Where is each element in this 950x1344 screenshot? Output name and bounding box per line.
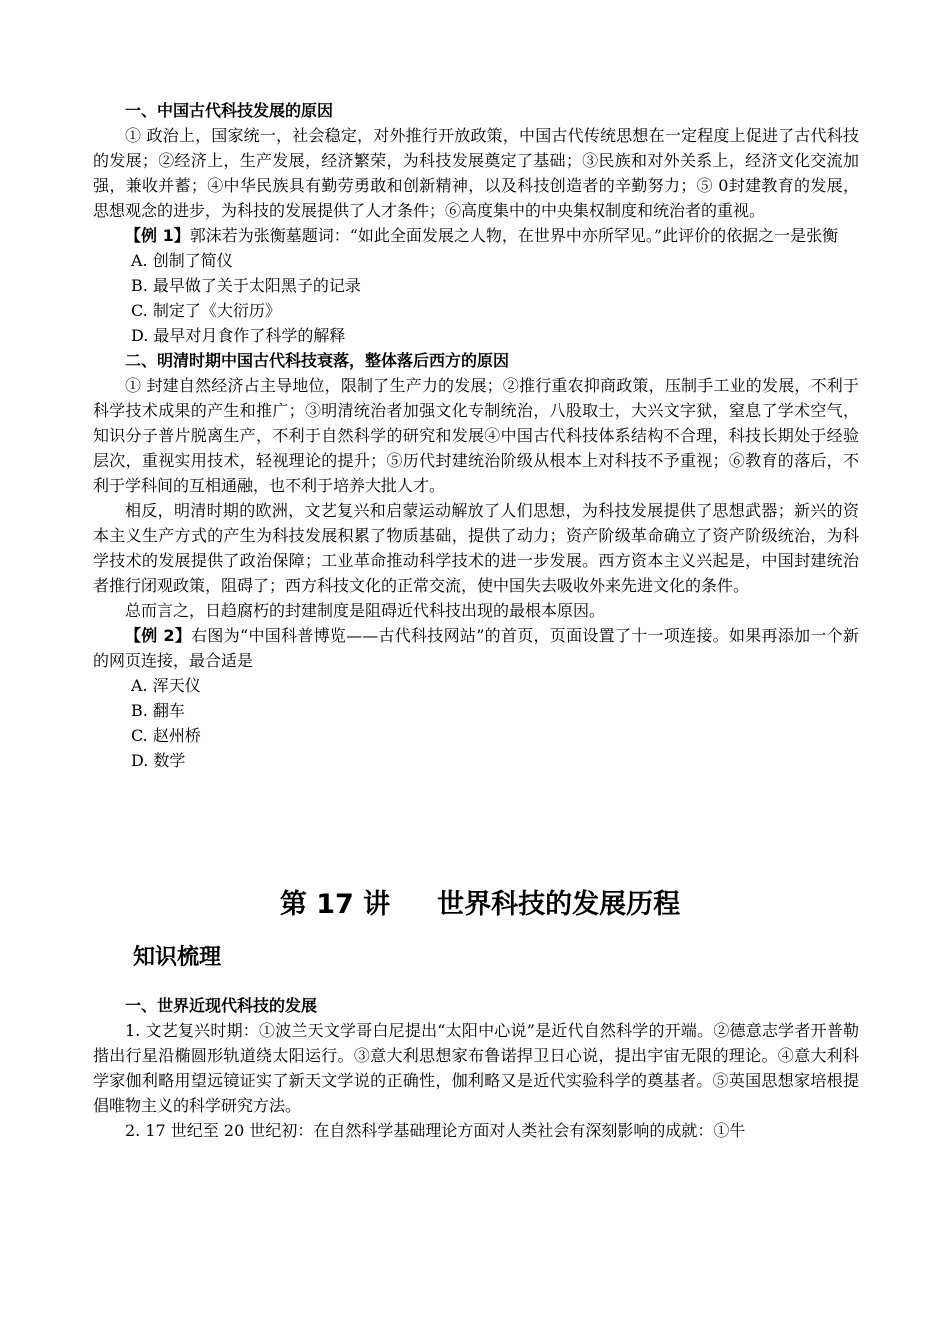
example-question (93, 623, 859, 673)
paragraph: 1. 文艺复兴时期：①波兰天文学哥白尼提出“太阳中心说”是近代自然科学的开端。②德意志学者开普勒揩出行星沿椭圆形轨道绕太阳运行。③意大利思想家布鲁诺捍卫日心说，提出宇宙无限的理论。④意大利科学家伽利略用望远镜证实了新天文学说的正确性，伽利略又是近代实验科学的奠基者。⑤英国思想家培根提倡唯物主义的科学研究方法。 (93, 1021, 859, 1115)
paragraph: ① 政治上，国家统一，社会稳定，对外推行开放政策，中国古代传统思想在一定程度上促进了古代科技的发展；②经济上，生产发展，经济繁荣，为科技发展奠定了基础；③民族和对外关系上，经济文化交流加强，兼收并蓄；④中华民族具有勤劳勇敢和创新精神，以及科技创造者的辛勤努力；⑤ 0封建教育的发展，思想观念的进步，为科技的发展提供了人才条件；⑥高度集中的中央集权制度和统治者的重视。 (93, 126, 859, 220)
section-heading: 一、中国古代科技发展的原因 (125, 101, 334, 120)
paragraph: 2. 17 世纪至 20 世纪初：在自然科学基础理论方面对人类社会有深刻影响的成就：①牛 (125, 1121, 746, 1140)
paragraph: 总而言之，日趋腐朽的封建制度是阻碍近代科技出现的最根本原因。 (125, 601, 606, 620)
option-b: B. 翻车 (131, 701, 185, 720)
example-label: 【例 1】 (125, 226, 190, 245)
example-text: 右图为“中国科普博览——古代科技网站”的首页，页面设置了十一项连接。如果再添加一个新的网页连接，最合适是 (93, 626, 859, 670)
option-a: A. 创制了简仪 (131, 251, 233, 270)
section-heading: 二、明清时期中国古代科技衰落，整体落后西方的原因 (125, 351, 510, 370)
document-body (93, 98, 859, 1143)
example-label: 【例 2】 (125, 626, 192, 645)
option-c: C. 赵州桥 (131, 726, 201, 745)
option-b: B. 最早做了关于太阳黑子的记录 (131, 276, 361, 295)
option-c: C. 制定了《大衍历》 (131, 301, 281, 320)
option-a: A. 浑天仪 (131, 676, 201, 695)
option-d: D. 最早对月食作了科学的解释 (131, 326, 346, 345)
paragraph: 相反，明清时期的欧洲，文艺复兴和启蒙运动解放了人们思想，为科技发展提供了思想武器；新兴的资本主义生产方式的产生为科技发展积累了物质基础，提供了动力；资产阶级革命确立了资产阶级统治，为科学技术的发展提供了政治保障；工业革命推动科学技术的进一步发展。西方资本主义兴起是，中国封建统治者推行闭观政策，阻碍了；西方科技文化的正常交流，使中国失去吸收外来先进文化的条件。 (93, 501, 859, 595)
example-text: 郭沫若为张衡墓题词：“如此全面发展之人物，在世界中亦所罕见。”此评价的依据之一是张衡 (189, 226, 839, 245)
option-d: D. 数学 (131, 751, 186, 770)
lecture-title: 第 17 讲 世界科技的发展历程 (279, 889, 681, 920)
spacer (93, 773, 859, 885)
lecture-subtitle: 知识梳理 (133, 945, 222, 970)
section-heading: 一、世界近现代科技的发展 (125, 996, 318, 1015)
example-question (93, 223, 859, 248)
paragraph: ① 封建自然经济占主导地位，限制了生产力的发展；②推行重农抑商政策，压制手工业的发展，不利于科学技术成果的产生和推广；③明清统治者加强文化专制统治，八股取士，大兴文字狱，窒息了学术空气，知识分子普片脱离生产，不利于自然科学的研究和发展④中国古代科技体系结构不合理，科技长期处于经验层次，重视实用技术，轻视理论的提升；⑤历代封建统治阶级从根本上对科技不予重视；⑥教育的落后，不利于学科间的互相通融，也不利于培养大批人才。 (93, 376, 859, 495)
